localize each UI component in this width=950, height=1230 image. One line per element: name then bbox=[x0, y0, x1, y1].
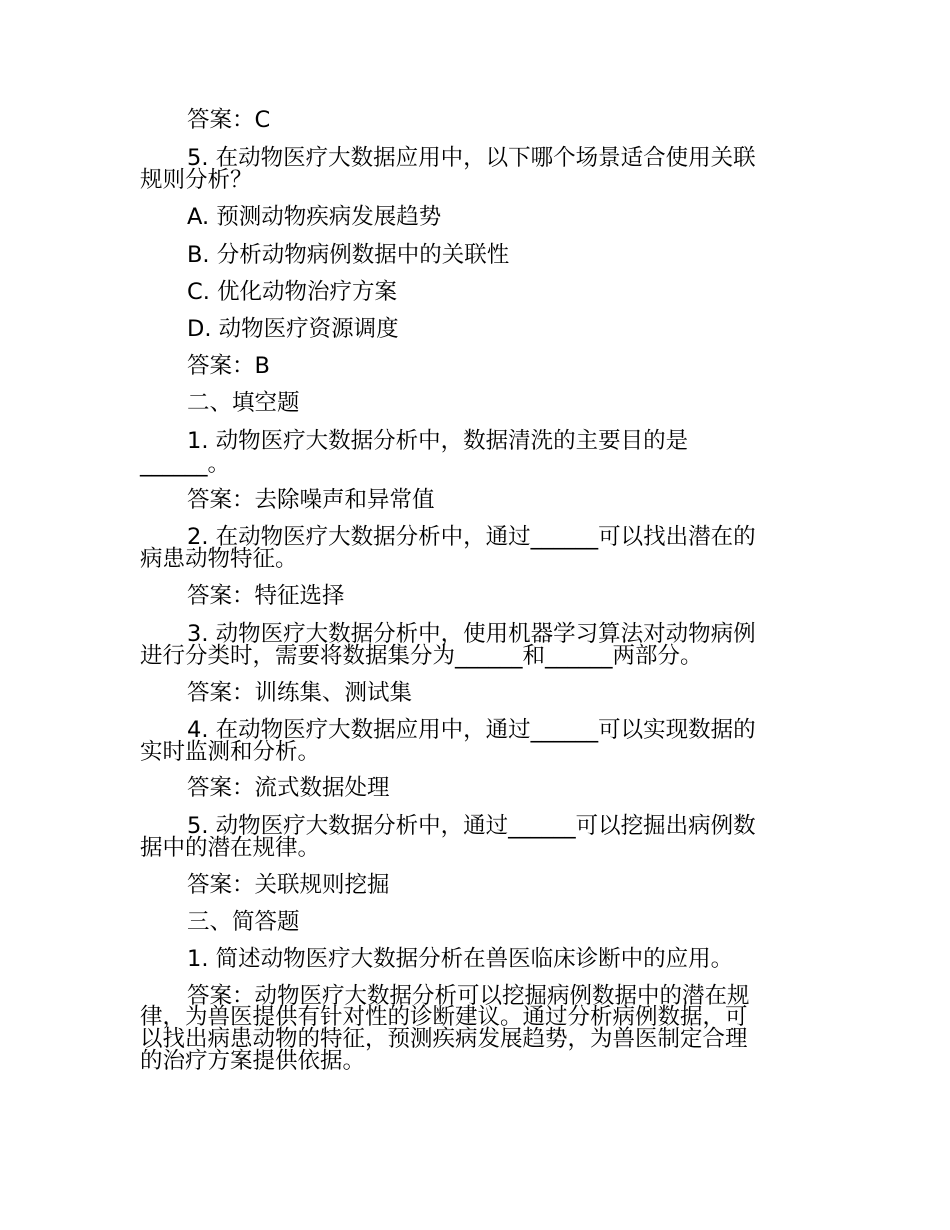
answer-line: 答案：C bbox=[187, 107, 271, 133]
question-line: 2. 在动物医疗大数据分析中，通过______可以找出潜在的 bbox=[187, 524, 756, 550]
question-line-cont: 实时监测和分析。 bbox=[140, 739, 321, 765]
answer-line: 答案：去除噪声和异常值 bbox=[187, 487, 435, 513]
answer-line: 答案：B bbox=[187, 353, 270, 379]
question-line: 1. 动物医疗大数据分析中，数据清洗的主要目的是 bbox=[187, 428, 689, 454]
option-c: C. 优化动物治疗方案 bbox=[187, 279, 398, 305]
question-line-cont: 规则分析？ bbox=[140, 167, 253, 193]
section-heading: 三、简答题 bbox=[187, 909, 300, 935]
question-line-cont: 进行分类时，需要将数据集分为______和______两部分。 bbox=[140, 643, 703, 669]
answer-line: 答案：流式数据处理 bbox=[187, 775, 390, 801]
answer-line-cont: 的治疗方案提供依据。 bbox=[140, 1048, 366, 1074]
question-line: 4. 在动物医疗大数据应用中，通过______可以实现数据的 bbox=[187, 717, 756, 743]
question-line-cont: 据中的潜在规律。 bbox=[140, 835, 321, 861]
answer-line: 答案：关联规则挖掘 bbox=[187, 872, 390, 898]
answer-line: 答案：训练集、测试集 bbox=[187, 680, 413, 706]
question-line: 5. 在动物医疗大数据应用中，以下哪个场景适合使用关联 bbox=[187, 145, 756, 171]
answer-line-cont: 律，为兽医提供有针对性的诊断建议。通过分析病例数据，可 bbox=[140, 1004, 748, 1030]
section-heading: 二、填空题 bbox=[187, 390, 300, 416]
option-b: B. 分析动物病例数据中的关联性 bbox=[187, 242, 510, 268]
option-d: D. 动物医疗资源调度 bbox=[187, 316, 399, 342]
question-line: 5. 动物医疗大数据分析中，通过______可以挖掘出病例数 bbox=[187, 813, 756, 839]
option-a: A. 预测动物疾病发展趋势 bbox=[187, 204, 442, 230]
question-line-cont: 病患动物特征。 bbox=[140, 546, 298, 572]
question-line: 1. 简述动物医疗大数据分析在兽医临床诊断中的应用。 bbox=[187, 946, 734, 972]
question-line-cont: ______。 bbox=[140, 451, 231, 477]
answer-line-cont: 以找出病患动物的特征，预测疾病发展趋势，为兽医制定合理 bbox=[140, 1026, 748, 1052]
answer-line: 答案：动物医疗大数据分析可以挖掘病例数据中的潜在规 bbox=[187, 983, 750, 1009]
answer-line: 答案：特征选择 bbox=[187, 583, 345, 609]
question-line: 3. 动物医疗大数据分析中，使用机器学习算法对动物病例 bbox=[187, 621, 756, 647]
